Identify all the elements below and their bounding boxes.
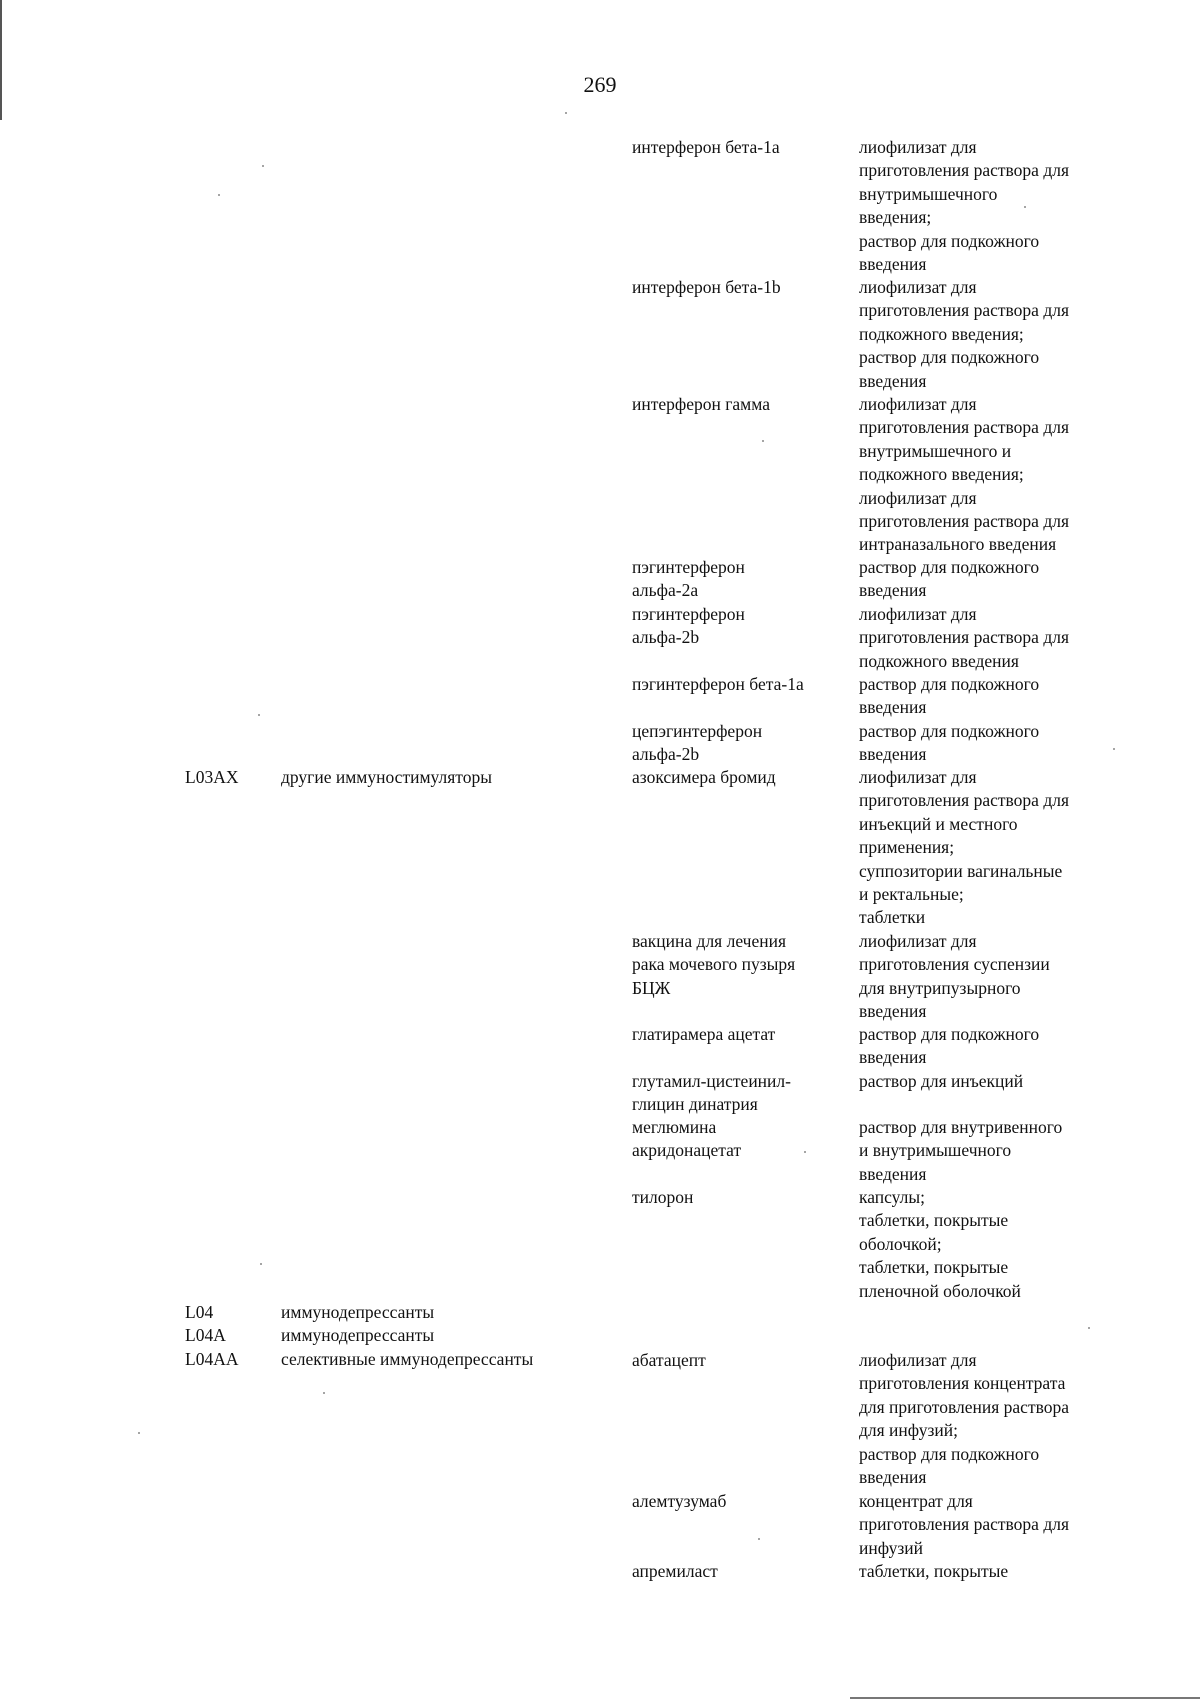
atc-code: L03AX: [185, 767, 239, 787]
dosage-form: концентрат для приготовления раствора для инфузий: [859, 1491, 1069, 1558]
dosage-form: капсулы; таблетки, покрытые оболочкой; таблетки, покрытые пленочной оболочкой: [859, 1187, 1021, 1301]
drug-name: глатирамера ацетат: [632, 1024, 776, 1044]
dosage-form: раствор для инъекций: [859, 1071, 1024, 1091]
dosage-form: раствор для подкожного введения: [859, 674, 1040, 718]
scan-speck: [1024, 206, 1026, 208]
dosage-form: таблетки, покрытые: [859, 1561, 1009, 1581]
drug-name: пэгинтерферон альфа-2а: [632, 557, 745, 601]
dosage-form: раствор для подкожного введения: [859, 557, 1040, 601]
drug-name: глутамил-цистеинил- глицин динатрия: [632, 1071, 791, 1115]
drug-name: меглюмина акридонацетат: [632, 1117, 742, 1161]
atc-group-name: иммунодепрессанты иммунодепрессанты селективные иммунодепрессанты: [281, 1302, 534, 1369]
scan-speck: [258, 714, 260, 716]
dosage-form: раствор для подкожного введения: [859, 721, 1040, 765]
dosage-form: лиофилизат для приготовления суспензии для внутрипузырного введения: [859, 931, 1050, 1022]
dosage-form: лиофилизат для приготовления раствора для инъекций и местного применения; суппозитории вагинальные и ректальные; таблетки: [859, 767, 1069, 928]
atc-group-name: другие иммуностимуляторы: [281, 767, 492, 787]
page-bottom-edge-rule: [850, 1697, 1200, 1699]
drug-name: абатацепт: [632, 1350, 706, 1370]
page-number: 269: [583, 72, 617, 97]
dosage-form: лиофилизат для приготовления раствора для внутримышечного и подкожного введения; лиофилизат для приготовления раствора для интраназального введения: [859, 394, 1069, 555]
scan-speck: [138, 1432, 140, 1434]
drug-name: апремиласт: [632, 1561, 718, 1581]
drug-name: алемтузумаб: [632, 1491, 727, 1511]
drug-name: цепэгинтерферон альфа-2b: [632, 721, 763, 765]
scan-speck: [1088, 1327, 1090, 1329]
scan-speck: [758, 1538, 760, 1540]
drug-name: азоксимера бромид: [632, 767, 776, 787]
drug-name: интерферон гамма: [632, 394, 770, 414]
dosage-form: раствор для подкожного введения: [859, 1024, 1040, 1068]
atc-code: L04 L04A L04AA: [185, 1302, 239, 1369]
dosage-form: лиофилизат для приготовления раствора для внутримышечного введения; раствор для подкожного введения: [859, 137, 1069, 275]
scan-speck: [762, 440, 764, 442]
scan-speck: [804, 1151, 806, 1153]
scan-speck: [1113, 748, 1115, 750]
scan-speck: [323, 1392, 325, 1394]
drug-name: пэгинтерферон альфа-2b: [632, 604, 745, 648]
scan-speck: [260, 1263, 262, 1265]
scan-speck: [218, 194, 220, 196]
page-left-edge-rule: [0, 0, 2, 120]
dosage-form: лиофилизат для приготовления концентрата для приготовления раствора для инфузий; раствор для подкожного введения: [859, 1350, 1069, 1488]
dosage-form: лиофилизат для приготовления раствора для подкожного введения; раствор для подкожного введения: [859, 277, 1069, 391]
dosage-form: лиофилизат для приготовления раствора для подкожного введения: [859, 604, 1069, 671]
scan-speck: [262, 165, 264, 167]
drug-name: интерферон бета-1b: [632, 277, 781, 297]
drug-name: пэгинтерферон бета-1а: [632, 674, 804, 694]
dosage-form: раствор для внутривенного и внутримышечного введения: [859, 1117, 1063, 1184]
drug-name: интерферон бета-1а: [632, 137, 780, 157]
scan-speck: [565, 112, 567, 114]
drug-name: тилорон: [632, 1187, 694, 1207]
drug-name: вакцина для лечения рака мочевого пузыря БЦЖ: [632, 931, 796, 998]
